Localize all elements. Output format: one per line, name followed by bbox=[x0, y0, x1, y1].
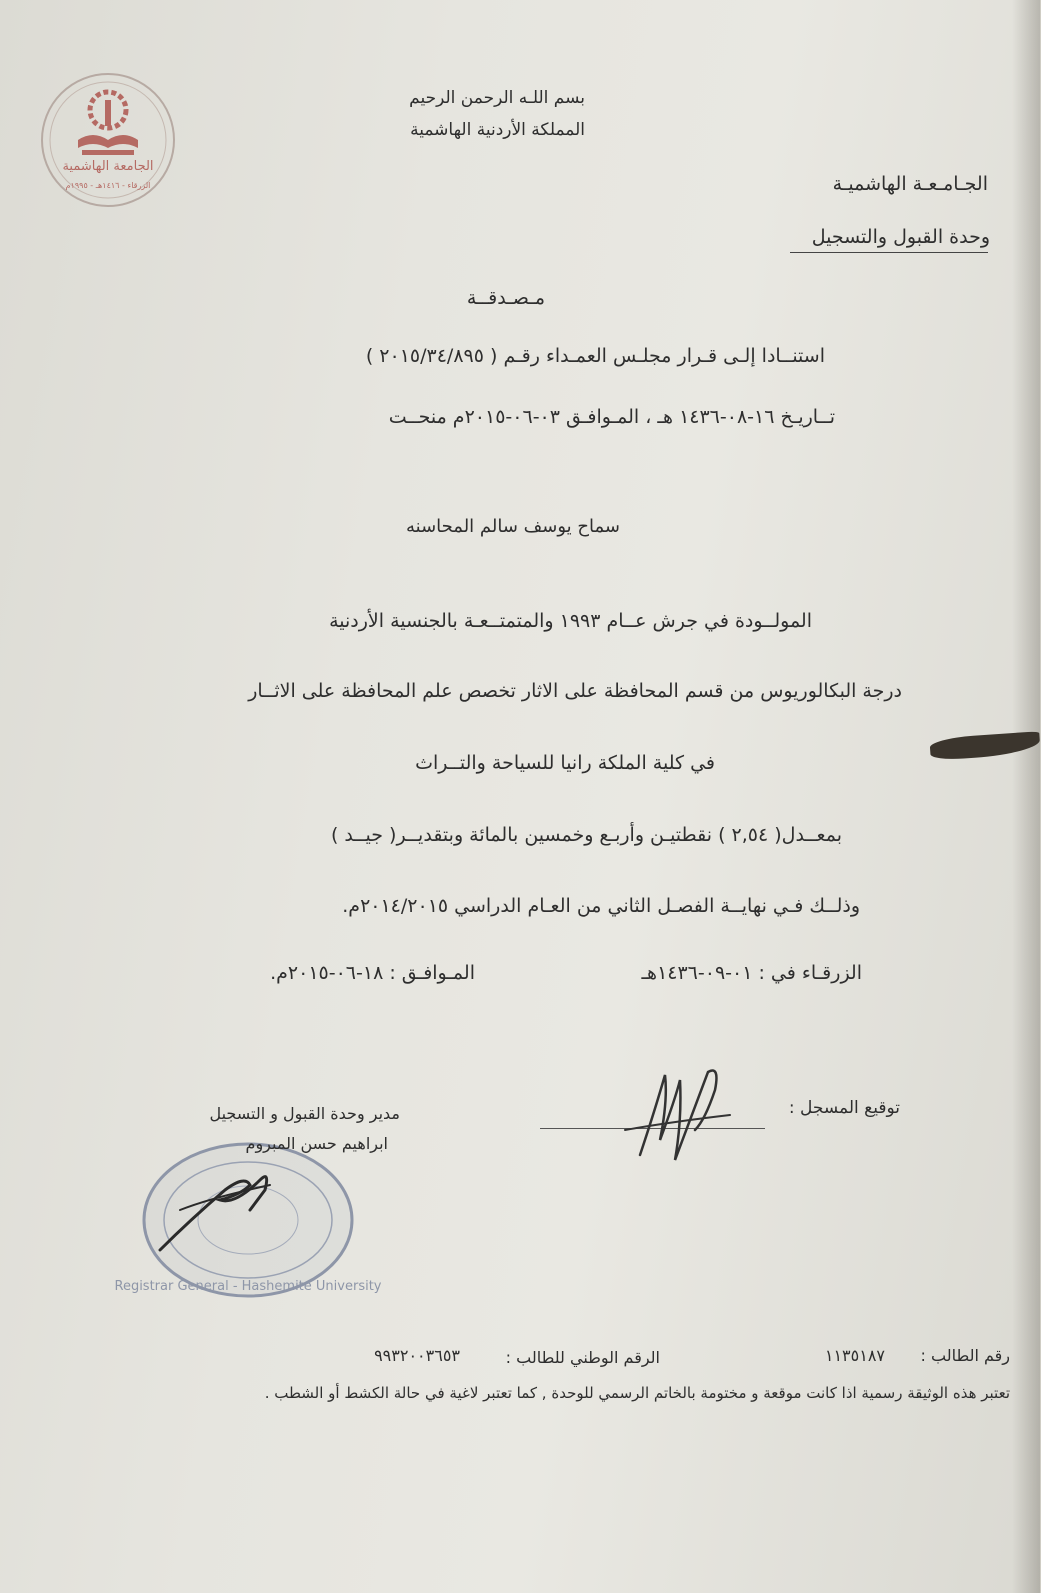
student-number-label: رقم الطالب : bbox=[920, 1346, 1010, 1365]
director-signature-icon bbox=[150, 1150, 290, 1260]
page-shadow bbox=[1012, 0, 1040, 1593]
university-logo-icon bbox=[38, 70, 178, 210]
issue-date-hijri: الزرقـاء في : ٠١-٠٩-١٤٣٦هـ bbox=[641, 962, 862, 984]
grade-line: بمعــدل( ٢,٥٤ ) نقطتيـن وأربـع وخمسين بالمائة وبتقديــر( جيــد ) bbox=[330, 824, 842, 846]
unit-underline bbox=[790, 252, 988, 253]
unit-name: وحدة القبول والتسجيل bbox=[811, 226, 990, 248]
logo-subtext: الزرقاء - ١٤١٦هـ - ١٩٩٥م bbox=[65, 181, 151, 190]
semester-line: وذلــك فـي نهايــة الفصـل الثاني من العـام الدراسي ٢٠١٤/٢٠١٥م. bbox=[342, 895, 860, 917]
director-title: مدير وحدة القبول و التسجيل bbox=[209, 1104, 400, 1123]
date-line: تــاريـخ ١٦-٠٨-١٤٣٦ هـ ، المـوافـق ٠٣-٠٦-٢٠١٥م منحــت bbox=[388, 406, 835, 428]
basmala: بسم اللـه الرحمن الرحيم bbox=[409, 88, 585, 108]
validity-note: تعتبر هذه الوثيقة رسمية اذا كانت موقعة و مختومة بالخاتم الرسمي للوحدة , كما تعتبر لاغية في حالة الكشط أو الشطب . bbox=[264, 1384, 1010, 1402]
birth-line: المولــودة في جرش عــام ١٩٩٣ والمتمتــعـة بالجنسية الأردنية bbox=[329, 610, 812, 632]
national-id: ٩٩٣٢٠٠٣٦٥٣ bbox=[374, 1346, 460, 1365]
university-name: الجـامـعـة الهاشميـة bbox=[832, 173, 988, 195]
certificate-title: مـصـدقــة bbox=[466, 287, 545, 309]
college-line: في كلية الملكة رانيا للسياحة والتــراث bbox=[415, 752, 715, 774]
registrar-signature-icon bbox=[620, 1060, 740, 1170]
issue-date-gregorian: المـوافـق : ١٨-٠٦-٢٠١٥م. bbox=[270, 962, 475, 984]
national-id-label: الرقم الوطني للطالب : bbox=[505, 1348, 660, 1367]
seal-text: Registrar General - Hashemite University bbox=[114, 1279, 382, 1294]
kingdom-name: المملكة الأردنية الهاشمية bbox=[410, 120, 585, 140]
student-name: سماح يوسف سالم المحاسنه bbox=[406, 516, 620, 537]
registrar-signature-label: توقيع المسجل : bbox=[788, 1098, 900, 1118]
student-number: ١١٣٥١٨٧ bbox=[824, 1346, 885, 1365]
logo-text: الجامعة الهاشمية bbox=[62, 159, 154, 174]
degree-line: درجة البكالوريوس من قسم المحافظة على الاثار تخصص علم المحافظة على الاثــار bbox=[248, 680, 902, 702]
director-name: ابراهيم حسن المبروم bbox=[245, 1134, 388, 1153]
decision-line: استنــادا إلـى قـرار مجلـس العمـداء رقـم ( ٢٠١٥/٣٤/٨٩٥ ) bbox=[365, 345, 825, 367]
